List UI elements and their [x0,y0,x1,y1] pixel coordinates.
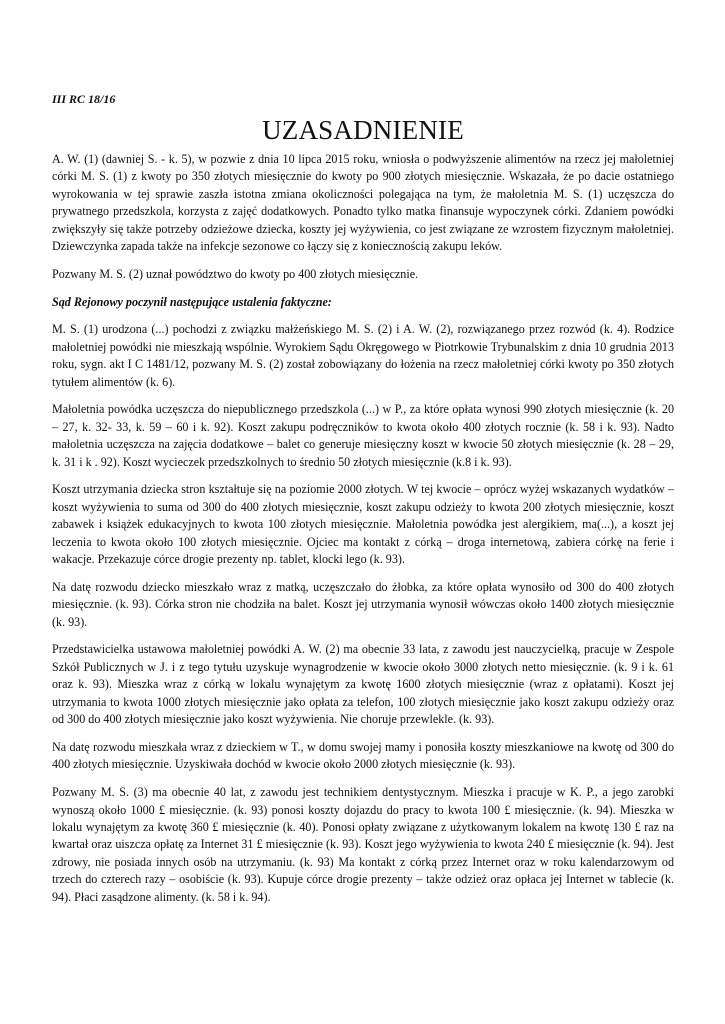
paragraph-claim: A. W. (1) (dawniej S. - k. 5), w pozwie z dnia 10 lipca 2015 roku, wniosła o podwyższenie alimentów na rzecz jej małoletniej córki M. S. (1) z kwoty po 350 złotych miesięcznie do kwoty po 900 złotych miesięcznie. Wskazała, że po dacie ostatniego wyrokowania w tej sprawie zaszła istotna zmiana okoliczności polegająca na tym, że małoletnia M. S. (1) uczęszcza do prywatnego przedszkola, korzysta z zajęć dodatkowych. Ponadto tylko matka finansuje wypoczynek córki. Zdaniem powódki zwiększyły się także potrzeby odzieżowe dziecka, koszty jej wyżywienia, co jest związane ze wzrostem fizycznym małoletniej. Dziewczynka zapada także na infekcje sezonowe co łączy się z koniecznością zakupu leków. [52,152,674,254]
document-page [52,91,674,916]
case-number: III RC 18/16 [52,92,116,106]
paragraph-defendant-situation: Pozwany M. S. (3) ma obecnie 40 lat, z zawodu jest technikiem dentystycznym. Mieszka i pracuje w K. P., a jego zarobki wynoszą około 1000 £ miesięcznie. (k. 93) ponosi koszty dojazdu do pracy to kwota 100 £ miesięcznie. (k. 94). Mieszka w lokalu wynajętym za kwotę 360 £ miesięcznie (k. 40). Ponosi opłaty związane z użytkowanym lokalem na kwotę 130 £ raz na kwartał oraz uiszcza opłatę za Internet 31 £ miesięcznie (k. 93). Koszt jego wyżywienia to kwota 240 £ miesięcznie (k. 94). Jest zdrowy, nie posiada innych osób na utrzymaniu. (k. 93) Ma kontakt z córką przez Internet oraz w roku kalendarzowym od trzech do czterech razy – osobiście (k. 93). Kupuje córce drogie prezenty – także odzież oraz opłaca jej Internet w tablecie (k. 94). Płaci zasądzone alimenty. (k. 58 i k. 94). [52,785,674,904]
paragraph-situation-at-divorce: Na datę rozwodu dziecko mieszkało wraz z matką, uczęszczało do żłobka, za które opłata wynosiło od 300 do 400 złotych miesięcznie. (k. 93). Córka stron nie chodziła na balet. Koszt jej utrzymania wynosił wówczas około 1400 złotych miesięcznie (k. 93). [52,579,674,629]
paragraph-child-maintenance-costs: Koszt utrzymania dziecka stron kształtuje się na poziomie 2000 złotych. W tej kwocie – oprócz wyżej wskazanych wydatków – koszt wyżywienia to suma od 300 do 400 złotych miesięcznie, koszt zakupu odzieży to kwota 200 złotych miesięcznie, koszt zabawek i książek edukacyjnych to kwota 100 złotych miesięcznie. Małoletnia powódka jest alergikiem, ma(...), a koszt jej leczenia to kwota około 100 złotych miesięcznie. Ojciec ma kontakt z córką – droga internetową, zabiera córkę na ferie i wakacje. Przekazuje córce drogie prezenty np. tablet, klocki lego (k. 93). [52,482,674,567]
section-heading: Sąd Rejonowy poczynił następujące ustalenia faktyczne: [52,294,332,309]
paragraph-family-background: M. S. (1) urodzona (...) pochodzi z związku małżeńskiego M. S. (2) i A. W. (2), rozwiązanego przez rozwód (k. 4). Rodzice małoletniej powódki nie mieszkają wspólnie. Wyrokiem Sądu Okręgowego w Piotrkowie Trybunalskim z dnia 10 grudnia 2013 roku, sygn. akt I C 1481/12, pozwany M. S. (2) został zobowiązany do łożenia na rzecz małoletniej córki kwoty po 350 złotych tytułem alimentów (k. 6). [52,322,674,389]
paragraph-preschool-costs: Małoletnia powódka uczęszcza do niepublicznego przedszkola (...) w P., za które opłata wynosi 990 złotych miesięcznie (k. 20 – 27, k. 32- 33, k. 59 – 60 i k. 92). Koszt zakupu podręczników to kwota około 400 złotych rocznie (k. 58 i k. 93). Nadto małoletnia uczęszcza na zajęcia dodatkowe – balet co generuje miesięczny koszt w kwocie 50 złotych miesięcznie (k. 28 – 29, k. 31 i k . 92). Koszt wycieczek przedszkolnych to średnio 50 złotych miesięcznie (k.8 i k. 93). [52,402,674,469]
paragraph-defendant-acknowledgement: Pozwany M. S. (2) uznał powództwo do kwoty po 400 złotych miesięcznie. [52,266,419,281]
document-title: UZASADNIENIE [262,115,464,145]
paragraph-mother-at-divorce: Na datę rozwodu mieszkała wraz z dzieckiem w T., w domu swojej mamy i ponosiła koszty mieszkaniowe na kwotę od 300 do 400 złotych miesięcznie. Uzyskiwała dochód w kwocie około 2000 złotych miesięcznie (k. 93). [52,739,674,772]
paragraph-mother-situation: Przedstawicielka ustawowa małoletniej powódki A. W. (2) ma obecnie 33 lata, z zawodu jest nauczycielką, pracuje w Zespole Szkół Publicznych w J. i z tego tytułu uzyskuje wynagrodzenie w kwocie około 3000 złotych netto miesięcznie. (k. 9 i k. 61 oraz k. 93). Mieszka wraz z córką w lokalu wynajętym za kwotę 1600 złotych miesięcznie (wraz z opłatami). Koszt jej utrzymania to kwota 1000 złotych miesięcznie jako opłata za telefon, 100 złotych miesięcznie jako koszt zakupu odzieży oraz od 300 do 400 złotych miesięcznie jako koszt wyżywienia. Nie choruje przewlekle. (k. 93). [52,642,674,727]
